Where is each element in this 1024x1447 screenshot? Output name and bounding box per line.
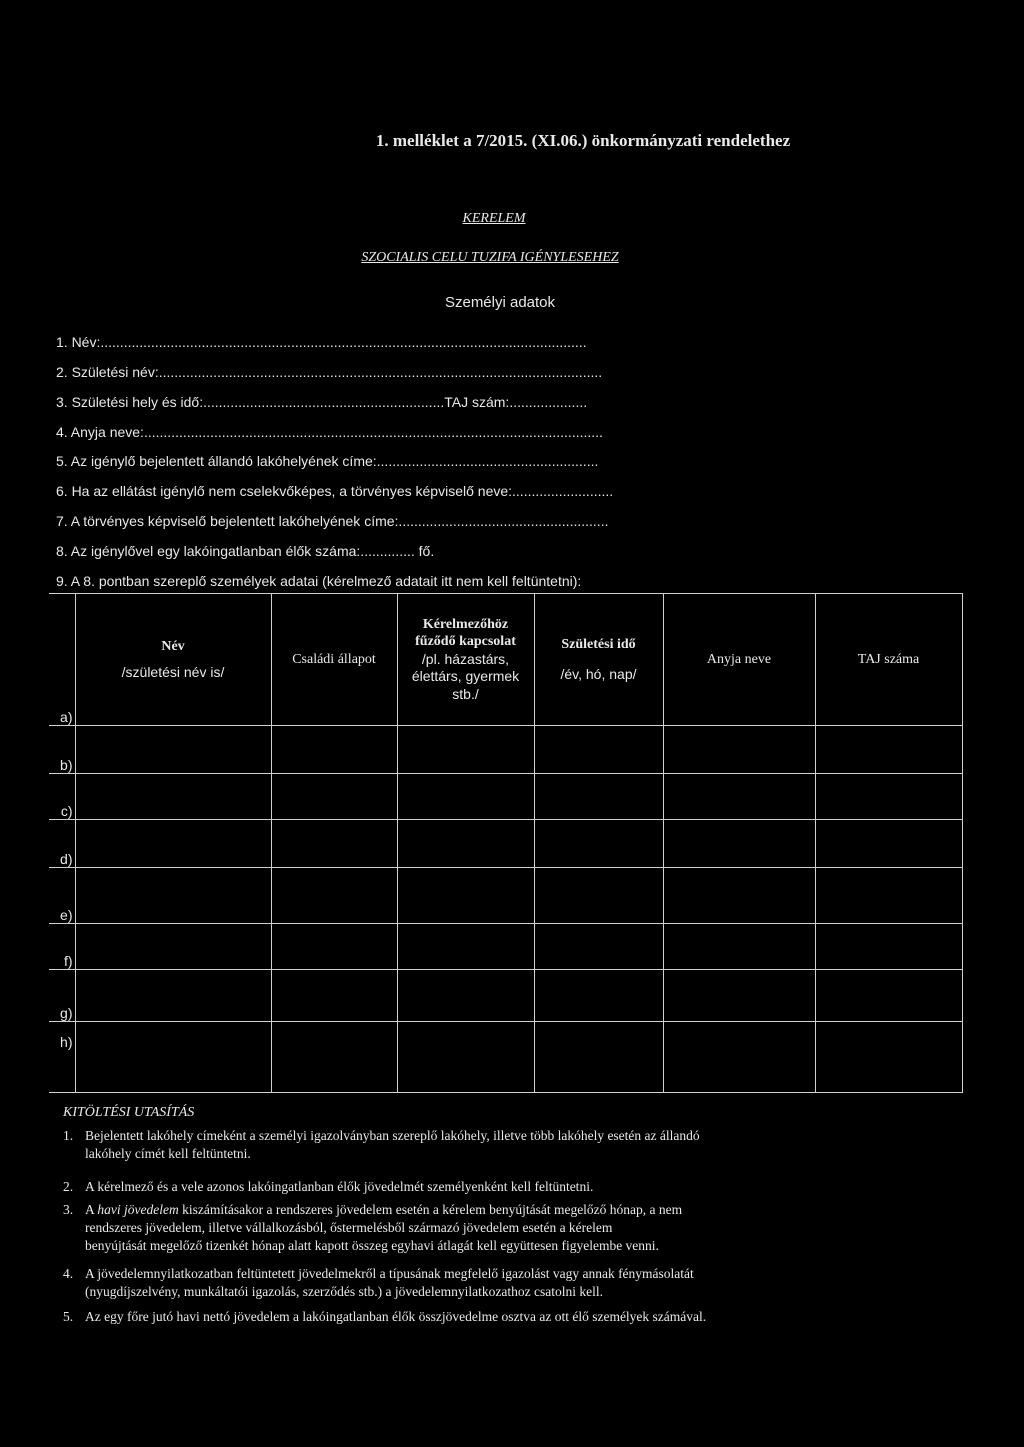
field-household-intro: 9. A 8. pontban szereplő személyek adatai (kérelmező adatait itt nem kell feltüntetni): (56, 573, 582, 589)
cell-marital[interactable] (271, 924, 397, 970)
instruction-text-cont: benyújtását megelőző tizenkét hónap alatt kapott összeg egyhavi átlagát kell együttesen figyelembe venni. (85, 1238, 659, 1253)
field-birth-place-date[interactable]: 3. Születési hely és idő:..............................................................TAJ szám:.................... (56, 394, 588, 410)
cell-relation[interactable] (397, 924, 534, 970)
field-mother-name[interactable]: 4. Anyja neve:...................................................................................................................... (56, 424, 603, 440)
instruction-number: 1. (63, 1128, 74, 1143)
cell-birth[interactable] (534, 970, 663, 1022)
instruction-number: 3. (63, 1202, 74, 1217)
table-row[interactable] (49, 820, 962, 868)
cell-relation[interactable] (397, 970, 534, 1022)
row-label: e) (49, 868, 75, 924)
row-label: d) (49, 820, 75, 868)
cell-mother[interactable] (663, 1022, 815, 1093)
field-address[interactable]: 5. Az igénylő bejelentett állandó lakóhelyének címe:......................................................... (56, 453, 599, 469)
instruction-number: 5. (63, 1309, 74, 1324)
cell-name[interactable] (75, 1022, 271, 1093)
table-header-row (49, 594, 962, 726)
section-heading: Személyi adatok (444, 294, 556, 311)
cell-relation[interactable] (397, 820, 534, 868)
instruction-item-2 (63, 1178, 883, 1196)
field-birth-name[interactable]: 2. Születési név:.................................................................................................................. (56, 364, 603, 380)
cell-mother[interactable] (663, 820, 815, 868)
cell-taj[interactable] (815, 820, 962, 868)
cell-name[interactable] (75, 970, 271, 1022)
col-header-mother: Anyja neve (663, 594, 815, 726)
header-birth-sub: /év, hó, nap/ (560, 665, 637, 682)
row-label: a) (49, 594, 75, 726)
field-household-count[interactable]: 8. Az igénylővel egy lakóingatlanban élők száma:.............. fő. (56, 543, 435, 559)
cell-name[interactable] (75, 774, 271, 820)
cell-name[interactable] (75, 868, 271, 924)
instruction-text: Az egy főre jutó havi nettó jövedelem a lakóingatlanban élők összjövedelme osztva az ott élő személyek számával. (85, 1309, 707, 1324)
header-relation-1: Kérelmezőhöz (422, 616, 509, 632)
instruction-text-cont: (nyugdíjszelvény, munkáltatói igazolás, szerződés stb.) a jövedelemnyilatkozathoz csatolni kell. (85, 1284, 603, 1299)
cell-name[interactable] (75, 924, 271, 970)
row-label: b) (49, 726, 75, 774)
header-name-label: Név (161, 639, 185, 654)
form-title: KERELEM (462, 211, 526, 226)
form-subtitle: SZOCIALIS CELU TUZIFA IGÉNYLESEHEZ (361, 250, 619, 265)
col-header-taj: TAJ száma (815, 594, 962, 726)
cell-relation[interactable] (397, 774, 534, 820)
cell-relation[interactable] (397, 868, 534, 924)
table-row[interactable] (49, 1022, 962, 1093)
cell-marital[interactable] (271, 868, 397, 924)
table-row[interactable] (49, 774, 962, 820)
table-row[interactable] (49, 726, 962, 774)
instruction-text-italic: havi jövedelem (97, 1202, 179, 1217)
instruction-number: 2. (63, 1179, 74, 1194)
row-label: h) (49, 1022, 75, 1093)
instruction-text: A kérelmező és a vele azonos lakóingatlanban élők jövedelmét személyenként kell feltüntetni. (85, 1179, 594, 1194)
header-relation-3: /pl. házastárs, (421, 650, 510, 667)
cell-birth[interactable] (534, 924, 663, 970)
instruction-text: kiszámításakor a rendszeres jövedelem esetén a kérelem benyújtását megelőző hónap, a nem (178, 1202, 683, 1217)
document-title: 1. melléklet a 7/2015. (XI.06.) önkormányzati rendelethez (375, 131, 791, 150)
cell-mother[interactable] (663, 726, 815, 774)
cell-birth[interactable] (534, 868, 663, 924)
cell-birth[interactable] (534, 820, 663, 868)
cell-mother[interactable] (663, 868, 815, 924)
cell-mother[interactable] (663, 924, 815, 970)
cell-marital[interactable] (271, 726, 397, 774)
cell-birth[interactable] (534, 1022, 663, 1093)
cell-mother[interactable] (663, 970, 815, 1022)
table-row[interactable] (49, 868, 962, 924)
instruction-text: A jövedelemnyilatkozatban feltüntetett jövedelmekről a típusának megfelelő igazolást vagy annak fénymásolatát (85, 1266, 694, 1281)
instruction-item-4 (63, 1265, 883, 1301)
cell-taj[interactable] (815, 1022, 962, 1093)
instruction-item-5 (63, 1308, 883, 1326)
cell-taj[interactable] (815, 774, 962, 820)
field-representative-address[interactable]: 7. A törvényes képviselő bejelentett lakóhelyének címe:...................................................... (56, 513, 609, 529)
header-relation-2: fűződő kapcsolat (415, 634, 516, 650)
row-label: g) (49, 970, 75, 1022)
row-label: f) (49, 924, 75, 970)
instruction-item-3 (63, 1201, 883, 1255)
cell-relation[interactable] (397, 1022, 534, 1093)
row-label: c) (49, 774, 75, 820)
header-birth-label: Születési idő (561, 637, 636, 652)
cell-taj[interactable] (815, 868, 962, 924)
cell-marital[interactable] (271, 970, 397, 1022)
cell-marital[interactable] (271, 820, 397, 868)
cell-marital[interactable] (271, 1022, 397, 1093)
header-relation-5: stb./ (452, 685, 479, 702)
cell-birth[interactable] (534, 774, 663, 820)
cell-mother[interactable] (663, 774, 815, 820)
table-row[interactable] (49, 924, 962, 970)
cell-name[interactable] (75, 726, 271, 774)
instructions-heading: KITÖLTÉSI UTASÍTÁS (63, 1105, 195, 1120)
cell-taj[interactable] (815, 970, 962, 1022)
header-relation-4: élettárs, gyermek (411, 668, 520, 685)
household-table (49, 593, 963, 1093)
instruction-text-cont: rendszeres jövedelem, illetve vállalkozásból, őstermelésből származó jövedelem esetén a kérelem (85, 1220, 613, 1235)
cell-birth[interactable] (534, 726, 663, 774)
cell-relation[interactable] (397, 726, 534, 774)
cell-taj[interactable] (815, 726, 962, 774)
field-representative-name[interactable]: 6. Ha az ellátást igénylő nem cselekvőképes, a törvényes képviselő neve:.......................... (56, 483, 614, 499)
instruction-item-1 (63, 1127, 883, 1163)
field-name[interactable]: 1. Név:............................................................................................................................. (56, 334, 587, 350)
table-row[interactable] (49, 970, 962, 1022)
cell-taj[interactable] (815, 924, 962, 970)
cell-name[interactable] (75, 820, 271, 868)
instruction-number: 4. (63, 1266, 74, 1281)
instruction-text-pre: A (85, 1202, 98, 1217)
header-name-sub: /születési név is/ (121, 663, 225, 680)
instruction-text-cont: lakóhely címét kell feltüntetni. (85, 1146, 251, 1161)
cell-marital[interactable] (271, 774, 397, 820)
instruction-text: Bejelentett lakóhely címeként a személyi igazolványban szereplő lakóhely, illetve több lakóhely esetén az állandó (85, 1128, 700, 1143)
col-header-name (75, 594, 271, 726)
col-header-marital: Családi állapot (271, 594, 397, 726)
col-header-relation (397, 594, 534, 726)
col-header-birth-date (534, 594, 663, 726)
